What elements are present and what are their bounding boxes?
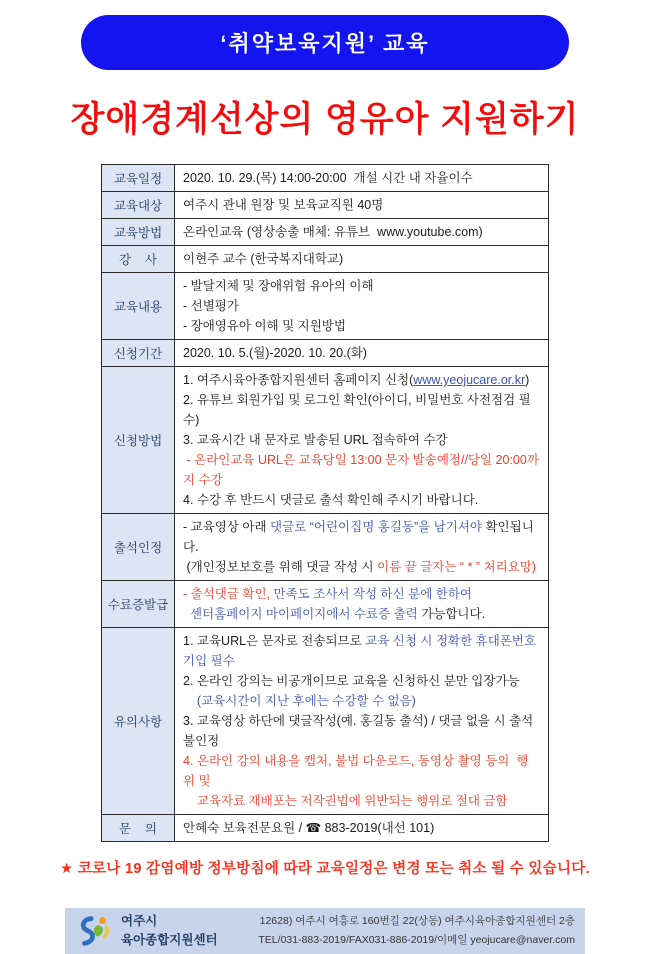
footer-band xyxy=(65,908,585,954)
text-segment: 3. 교육영상 하단에 댓글작성(예. 홍길동 출석) / 댓글 없을 시 출석 불인정 xyxy=(183,714,537,748)
row-label: 유의사항 xyxy=(102,628,175,815)
text-segment: - 선별평가 xyxy=(183,299,239,313)
text-segment: - 출석댓글 확인, xyxy=(183,587,271,601)
table-row xyxy=(102,192,549,219)
content-line xyxy=(183,296,540,316)
content-line xyxy=(183,343,540,363)
org-line-1: 여주시 xyxy=(121,913,158,928)
banner-text: ‘취약보육지원’ 교육 xyxy=(220,31,430,56)
content-line xyxy=(183,249,540,269)
content-line xyxy=(183,450,540,490)
content-line xyxy=(183,490,540,510)
address-line: 12628) 여주시 여흥로 160번길 22(상동) 여주시육아종합지원센터 2층 xyxy=(259,914,575,927)
row-content xyxy=(175,246,549,273)
text-segment: 센터홈페이지 마이페이지에서 수료증 출력 xyxy=(183,607,422,621)
text-segment: 2. 유튜브 회원가입 및 로그인 확인(아이디, 비밀번호 사전점검 필수) xyxy=(183,393,531,427)
text-segment: 온라인교육 (영상송출 매체: 유튜브 www.youtube.com) xyxy=(183,225,483,239)
table-row xyxy=(102,815,549,842)
row-label: 교육대상 xyxy=(102,192,175,219)
text-segment: - 장애영유아 이해 및 지원방법 xyxy=(183,319,346,333)
organization-name xyxy=(121,912,218,951)
content-line xyxy=(183,370,540,390)
content-line xyxy=(183,604,540,624)
content-line xyxy=(183,168,540,188)
row-content xyxy=(175,340,549,367)
content-line xyxy=(183,671,540,691)
org-line-2: 육아종합지원센터 xyxy=(121,933,218,947)
row-label: 수료증발급 xyxy=(102,581,175,628)
text-segment: 3. 교육시간 내 문자로 발송된 URL 접속하여 수강 xyxy=(183,433,448,447)
poster-page xyxy=(0,15,650,947)
text-segment: 확인됩니다. xyxy=(183,520,534,554)
text-segment: 교육자료 재배포는 저작권법에 위반되는 행위로 절대 금함 xyxy=(183,794,508,808)
content-line xyxy=(183,222,540,242)
row-content xyxy=(175,628,549,815)
table-row xyxy=(102,273,549,340)
row-content xyxy=(175,219,549,246)
row-label: 교육방법 xyxy=(102,219,175,246)
content-line xyxy=(183,430,540,450)
content-line xyxy=(183,631,540,671)
text-segment: 댓글로 “어린이집명 홍길동”을 남기셔야 xyxy=(270,520,482,534)
content-line xyxy=(183,791,540,811)
content-line xyxy=(183,711,540,751)
content-line xyxy=(183,390,540,430)
content-line xyxy=(183,316,540,336)
text-segment: (교육시간이 지난 후에는 수강할 수 없음) xyxy=(183,694,416,708)
content-line xyxy=(183,557,540,577)
content-line xyxy=(183,584,540,604)
contact-block xyxy=(218,912,575,951)
row-label: 신청기간 xyxy=(102,340,175,367)
content-line xyxy=(183,751,540,791)
text-segment: 안혜숙 보육전문요원 / ☎ 883-2019(내선 101) xyxy=(183,821,435,835)
text-segment: 이현주 교수 (한국복지대학교) xyxy=(183,252,344,266)
content-line xyxy=(183,517,540,557)
table-row xyxy=(102,581,549,628)
program-banner xyxy=(81,15,569,70)
table-row xyxy=(102,246,549,273)
row-content xyxy=(175,815,549,842)
text-segment: 가능합니다. xyxy=(421,607,486,621)
row-content xyxy=(175,514,549,581)
text-segment: 이름 끝 글자는 “ * ” 처리요망) xyxy=(377,560,537,574)
info-table xyxy=(101,164,549,842)
content-line xyxy=(183,276,540,296)
text-segment: 만족도 조사서 작성 하신 분에 한하여 xyxy=(270,587,473,601)
text-segment: - 발달지체 및 장애위험 유아의 이해 xyxy=(183,279,374,293)
text-segment: 1. 교육URL은 문자로 전송되므로 xyxy=(183,634,366,648)
text-segment: (개인정보보호를 위해 댓글 작성 시 xyxy=(183,560,378,574)
row-label: 교육일정 xyxy=(102,165,175,192)
page-title: 장애경계선상의 영유아 지원하기 xyxy=(70,100,580,139)
table-row xyxy=(102,367,549,514)
row-content xyxy=(175,367,549,514)
text-segment: - 온라인교육 URL은 교육당일 13:00 문자 발송예정//당일 20:00까지 수강 xyxy=(183,453,539,487)
row-label: 신청방법 xyxy=(102,367,175,514)
text-segment: 1. 여주시육아종합지원센터 홈페이지 신청( xyxy=(183,373,414,387)
row-label: 출석인정 xyxy=(102,514,175,581)
text-segment: 2020. 10. 5.(월)-2020. 10. 20.(화) xyxy=(183,346,367,360)
text-segment: 2. 온라인 강의는 비공개이므로 교육을 신청하신 분만 입장가능 xyxy=(183,674,520,688)
text-segment: - 교육영상 아래 xyxy=(183,520,271,534)
content-line xyxy=(183,195,540,215)
childcare-center-logo-icon xyxy=(75,912,113,950)
text-segment: ) xyxy=(525,373,530,387)
row-label: 교육내용 xyxy=(102,273,175,340)
row-label: 문 의 xyxy=(102,815,175,842)
covid-notice: ★ 코로나 19 감염예방 정부방침에 따라 교육일정은 변경 또는 취소 될 수 있습니다. xyxy=(60,861,590,877)
table-row xyxy=(102,340,549,367)
table-row xyxy=(102,165,549,192)
info-table-body xyxy=(102,165,549,842)
text-segment: 4. 수강 후 반드시 댓글로 출석 확인해 주시기 바랍니다. xyxy=(183,493,479,507)
text-segment: 여주시 관내 원장 및 보육교직원 40명 xyxy=(183,198,384,212)
row-label: 강 사 xyxy=(102,246,175,273)
content-line xyxy=(183,818,540,838)
content-line xyxy=(183,691,540,711)
contact-line: TEL/031-883-2019/FAX031-886-2019/이메일 yeojucare@naver.com xyxy=(258,934,575,946)
row-content xyxy=(175,581,549,628)
table-row xyxy=(102,219,549,246)
table-row xyxy=(102,514,549,581)
text-segment: 4. 온라인 강의 내용을 캡처, 불법 다운로드, 동영상 촬영 등의 행위 및 xyxy=(183,754,529,788)
row-content xyxy=(175,192,549,219)
text-segment: 교육 신청 시 정확한 휴대폰번호 기입 필수 xyxy=(183,634,540,668)
text-segment: 2020. 10. 29.(목) 14:00-20:00 개설 시간 내 자율이수 xyxy=(183,171,473,185)
website-link[interactable]: www.yeojucare.or.kr xyxy=(413,373,526,387)
table-row xyxy=(102,628,549,815)
row-content xyxy=(175,273,549,340)
row-content xyxy=(175,165,549,192)
